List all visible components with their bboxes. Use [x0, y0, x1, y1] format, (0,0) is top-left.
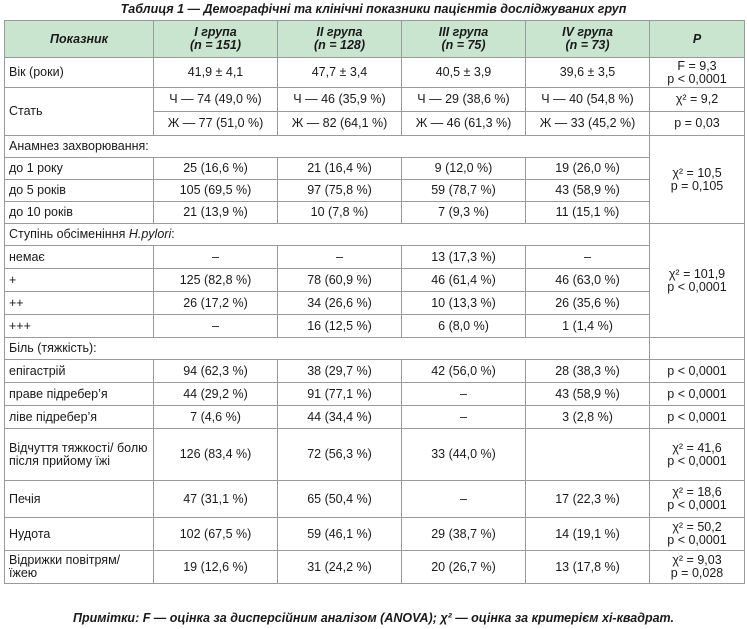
header-group-2: II група (n = 128) [278, 21, 402, 58]
cell-group-4: – [526, 246, 650, 269]
cell-group-1: 44 (29,2 %) [154, 383, 278, 406]
cell-group-2: 38 (29,7 %) [278, 360, 402, 383]
cell-group-2: – [278, 246, 402, 269]
cell-group-4: 14 (19,1 %) [526, 518, 650, 551]
cell-p-empty [650, 338, 745, 360]
table-caption: Таблиця 1 — Демографічні та клінічні показники пацієнтів досліджуваних груп [120, 2, 627, 16]
cell-group-2: 44 (34,4 %) [278, 406, 402, 429]
cell-group-2: 21 (16,4 %) [278, 158, 402, 180]
row-label: до 1 року [5, 158, 154, 180]
cell-group-1: Ж — 77 (51,0 %) [154, 112, 278, 136]
table-row [5, 180, 745, 202]
cell-group-4: 13 (17,8 %) [526, 551, 650, 584]
cell-group-2: 91 (77,1 %) [278, 383, 402, 406]
cell-group-4: 1 (1,4 %) [526, 315, 650, 338]
cell-group-2: 78 (60,9 %) [278, 269, 402, 292]
cell-group-3: 13 (17,3 %) [402, 246, 526, 269]
row-label: Відрижки повітрям/ їжею [5, 551, 154, 584]
cell-group-3: 42 (56,0 %) [402, 360, 526, 383]
cell-group-1: 41,9 ± 4,1 [154, 58, 278, 88]
row-label: немає [5, 246, 154, 269]
cell-p: χ² = 41,6 p < 0,0001 [650, 429, 745, 481]
table-note: Примітки: F — оцінка за дисперсійним аналізом (ANOVA); χ² — оцінка за критерієм хі-квадрат. [73, 611, 674, 625]
cell-group-4: 28 (38,3 %) [526, 360, 650, 383]
cell-group-3: 59 (78,7 %) [402, 180, 526, 202]
cell-group-4: 39,6 ± 3,5 [526, 58, 650, 88]
cell-p: χ² = 10,5 p = 0,105 [650, 136, 745, 224]
cell-group-2: 97 (75,8 %) [278, 180, 402, 202]
table-row [5, 360, 745, 383]
cell-group-4: 11 (15,1 %) [526, 202, 650, 224]
cell-group-3: 20 (26,7 %) [402, 551, 526, 584]
cell-p: p < 0,0001 [650, 383, 745, 406]
header-group-1: I група (n = 151) [154, 21, 278, 58]
cell-group-1: 26 (17,2 %) [154, 292, 278, 315]
cell-p: χ² = 9,2 [650, 88, 745, 112]
cell-group-4 [526, 429, 650, 481]
cell-group-2: 34 (26,6 %) [278, 292, 402, 315]
row-label: Нудота [5, 518, 154, 551]
cell-group-4: 46 (63,0 %) [526, 269, 650, 292]
cell-group-2: Ч — 46 (35,9 %) [278, 88, 402, 112]
table-row [5, 158, 745, 180]
cell-group-2: 47,7 ± 3,4 [278, 58, 402, 88]
cell-group-1: 94 (62,3 %) [154, 360, 278, 383]
cell-group-2: 72 (56,3 %) [278, 429, 402, 481]
row-label: +++ [5, 315, 154, 338]
table-row [5, 551, 745, 584]
cell-group-2: 31 (24,2 %) [278, 551, 402, 584]
table-row-age [5, 58, 745, 88]
cell-p: p = 0,03 [650, 112, 745, 136]
cell-group-1: 19 (12,6 %) [154, 551, 278, 584]
row-label: до 5 років [5, 180, 154, 202]
cell-group-1: – [154, 246, 278, 269]
cell-group-1: 21 (13,9 %) [154, 202, 278, 224]
header-row [5, 21, 745, 58]
table-row [5, 202, 745, 224]
row-label: ліве підребер’я [5, 406, 154, 429]
cell-group-2: 65 (50,4 %) [278, 481, 402, 518]
cell-group-3: 7 (9,3 %) [402, 202, 526, 224]
cell-group-2: 10 (7,8 %) [278, 202, 402, 224]
cell-p: χ² = 50,2 p < 0,0001 [650, 518, 745, 551]
table-row [5, 406, 745, 429]
table-row [5, 315, 745, 338]
cell-group-3: – [402, 481, 526, 518]
cell-group-4: Ж — 33 (45,2 %) [526, 112, 650, 136]
cell-group-4: 26 (35,6 %) [526, 292, 650, 315]
cell-p: χ² = 9,03 p = 0,028 [650, 551, 745, 584]
section-row-pain [5, 338, 745, 360]
row-label: Стать [5, 88, 154, 136]
cell-group-1: 105 (69,5 %) [154, 180, 278, 202]
cell-group-3: 6 (8,0 %) [402, 315, 526, 338]
cell-group-2: 16 (12,5 %) [278, 315, 402, 338]
row-label: епігастрій [5, 360, 154, 383]
section-row-anamnesis [5, 136, 745, 158]
cell-group-4: 43 (58,9 %) [526, 383, 650, 406]
header-group-3: III група (n = 75) [402, 21, 526, 58]
header-indicator: Показник [5, 21, 154, 58]
header-p: P [650, 21, 745, 58]
cell-group-4: Ч — 40 (54,8 %) [526, 88, 650, 112]
cell-p: p < 0,0001 [650, 406, 745, 429]
cell-group-4: 3 (2,8 %) [526, 406, 650, 429]
cell-group-1: 25 (16,6 %) [154, 158, 278, 180]
data-table [4, 20, 745, 584]
section-row-hpylori [5, 224, 745, 246]
row-label: Відчуття тяжкості/ болю після прийому їжі [5, 429, 154, 481]
table-row [5, 518, 745, 551]
cell-group-1: Ч — 74 (49,0 %) [154, 88, 278, 112]
cell-p: p < 0,0001 [650, 360, 745, 383]
section-title: Ступінь обсіменіння H.pylori: [5, 224, 650, 246]
cell-group-3: Ж — 46 (61,3 %) [402, 112, 526, 136]
cell-group-3: – [402, 383, 526, 406]
cell-p: χ² = 18,6 p < 0,0001 [650, 481, 745, 518]
row-label: + [5, 269, 154, 292]
cell-group-4: 43 (58,9 %) [526, 180, 650, 202]
section-title: Анамнез захворювання: [5, 136, 650, 158]
cell-group-2: 59 (46,1 %) [278, 518, 402, 551]
table-row [5, 383, 745, 406]
table-row-sex-male [5, 88, 745, 112]
cell-group-3: – [402, 406, 526, 429]
cell-group-2: Ж — 82 (64,1 %) [278, 112, 402, 136]
cell-group-3: 33 (44,0 %) [402, 429, 526, 481]
cell-p: F = 9,3 p < 0,0001 [650, 58, 745, 88]
table-row [5, 481, 745, 518]
cell-group-1: 47 (31,1 %) [154, 481, 278, 518]
cell-group-3: 9 (12,0 %) [402, 158, 526, 180]
cell-group-1: 125 (82,8 %) [154, 269, 278, 292]
table-row [5, 246, 745, 269]
row-label: праве підребер’я [5, 383, 154, 406]
cell-group-3: 29 (38,7 %) [402, 518, 526, 551]
cell-group-3: 46 (61,4 %) [402, 269, 526, 292]
row-label: Печія [5, 481, 154, 518]
cell-group-1: – [154, 315, 278, 338]
row-label: ++ [5, 292, 154, 315]
table-row [5, 292, 745, 315]
row-label: до 10 років [5, 202, 154, 224]
cell-group-1: 7 (4,6 %) [154, 406, 278, 429]
table-row [5, 269, 745, 292]
table-row [5, 429, 745, 481]
cell-p: χ² = 101,9 p < 0,0001 [650, 224, 745, 338]
cell-group-4: 19 (26,0 %) [526, 158, 650, 180]
cell-group-1: 126 (83,4 %) [154, 429, 278, 481]
header-group-4: IV група (n = 73) [526, 21, 650, 58]
cell-group-3: 40,5 ± 3,9 [402, 58, 526, 88]
row-label: Вік (роки) [5, 58, 154, 88]
cell-group-3: 10 (13,3 %) [402, 292, 526, 315]
cell-group-4: 17 (22,3 %) [526, 481, 650, 518]
cell-group-3: Ч — 29 (38,6 %) [402, 88, 526, 112]
section-title: Біль (тяжкість): [5, 338, 650, 360]
cell-group-1: 102 (67,5 %) [154, 518, 278, 551]
